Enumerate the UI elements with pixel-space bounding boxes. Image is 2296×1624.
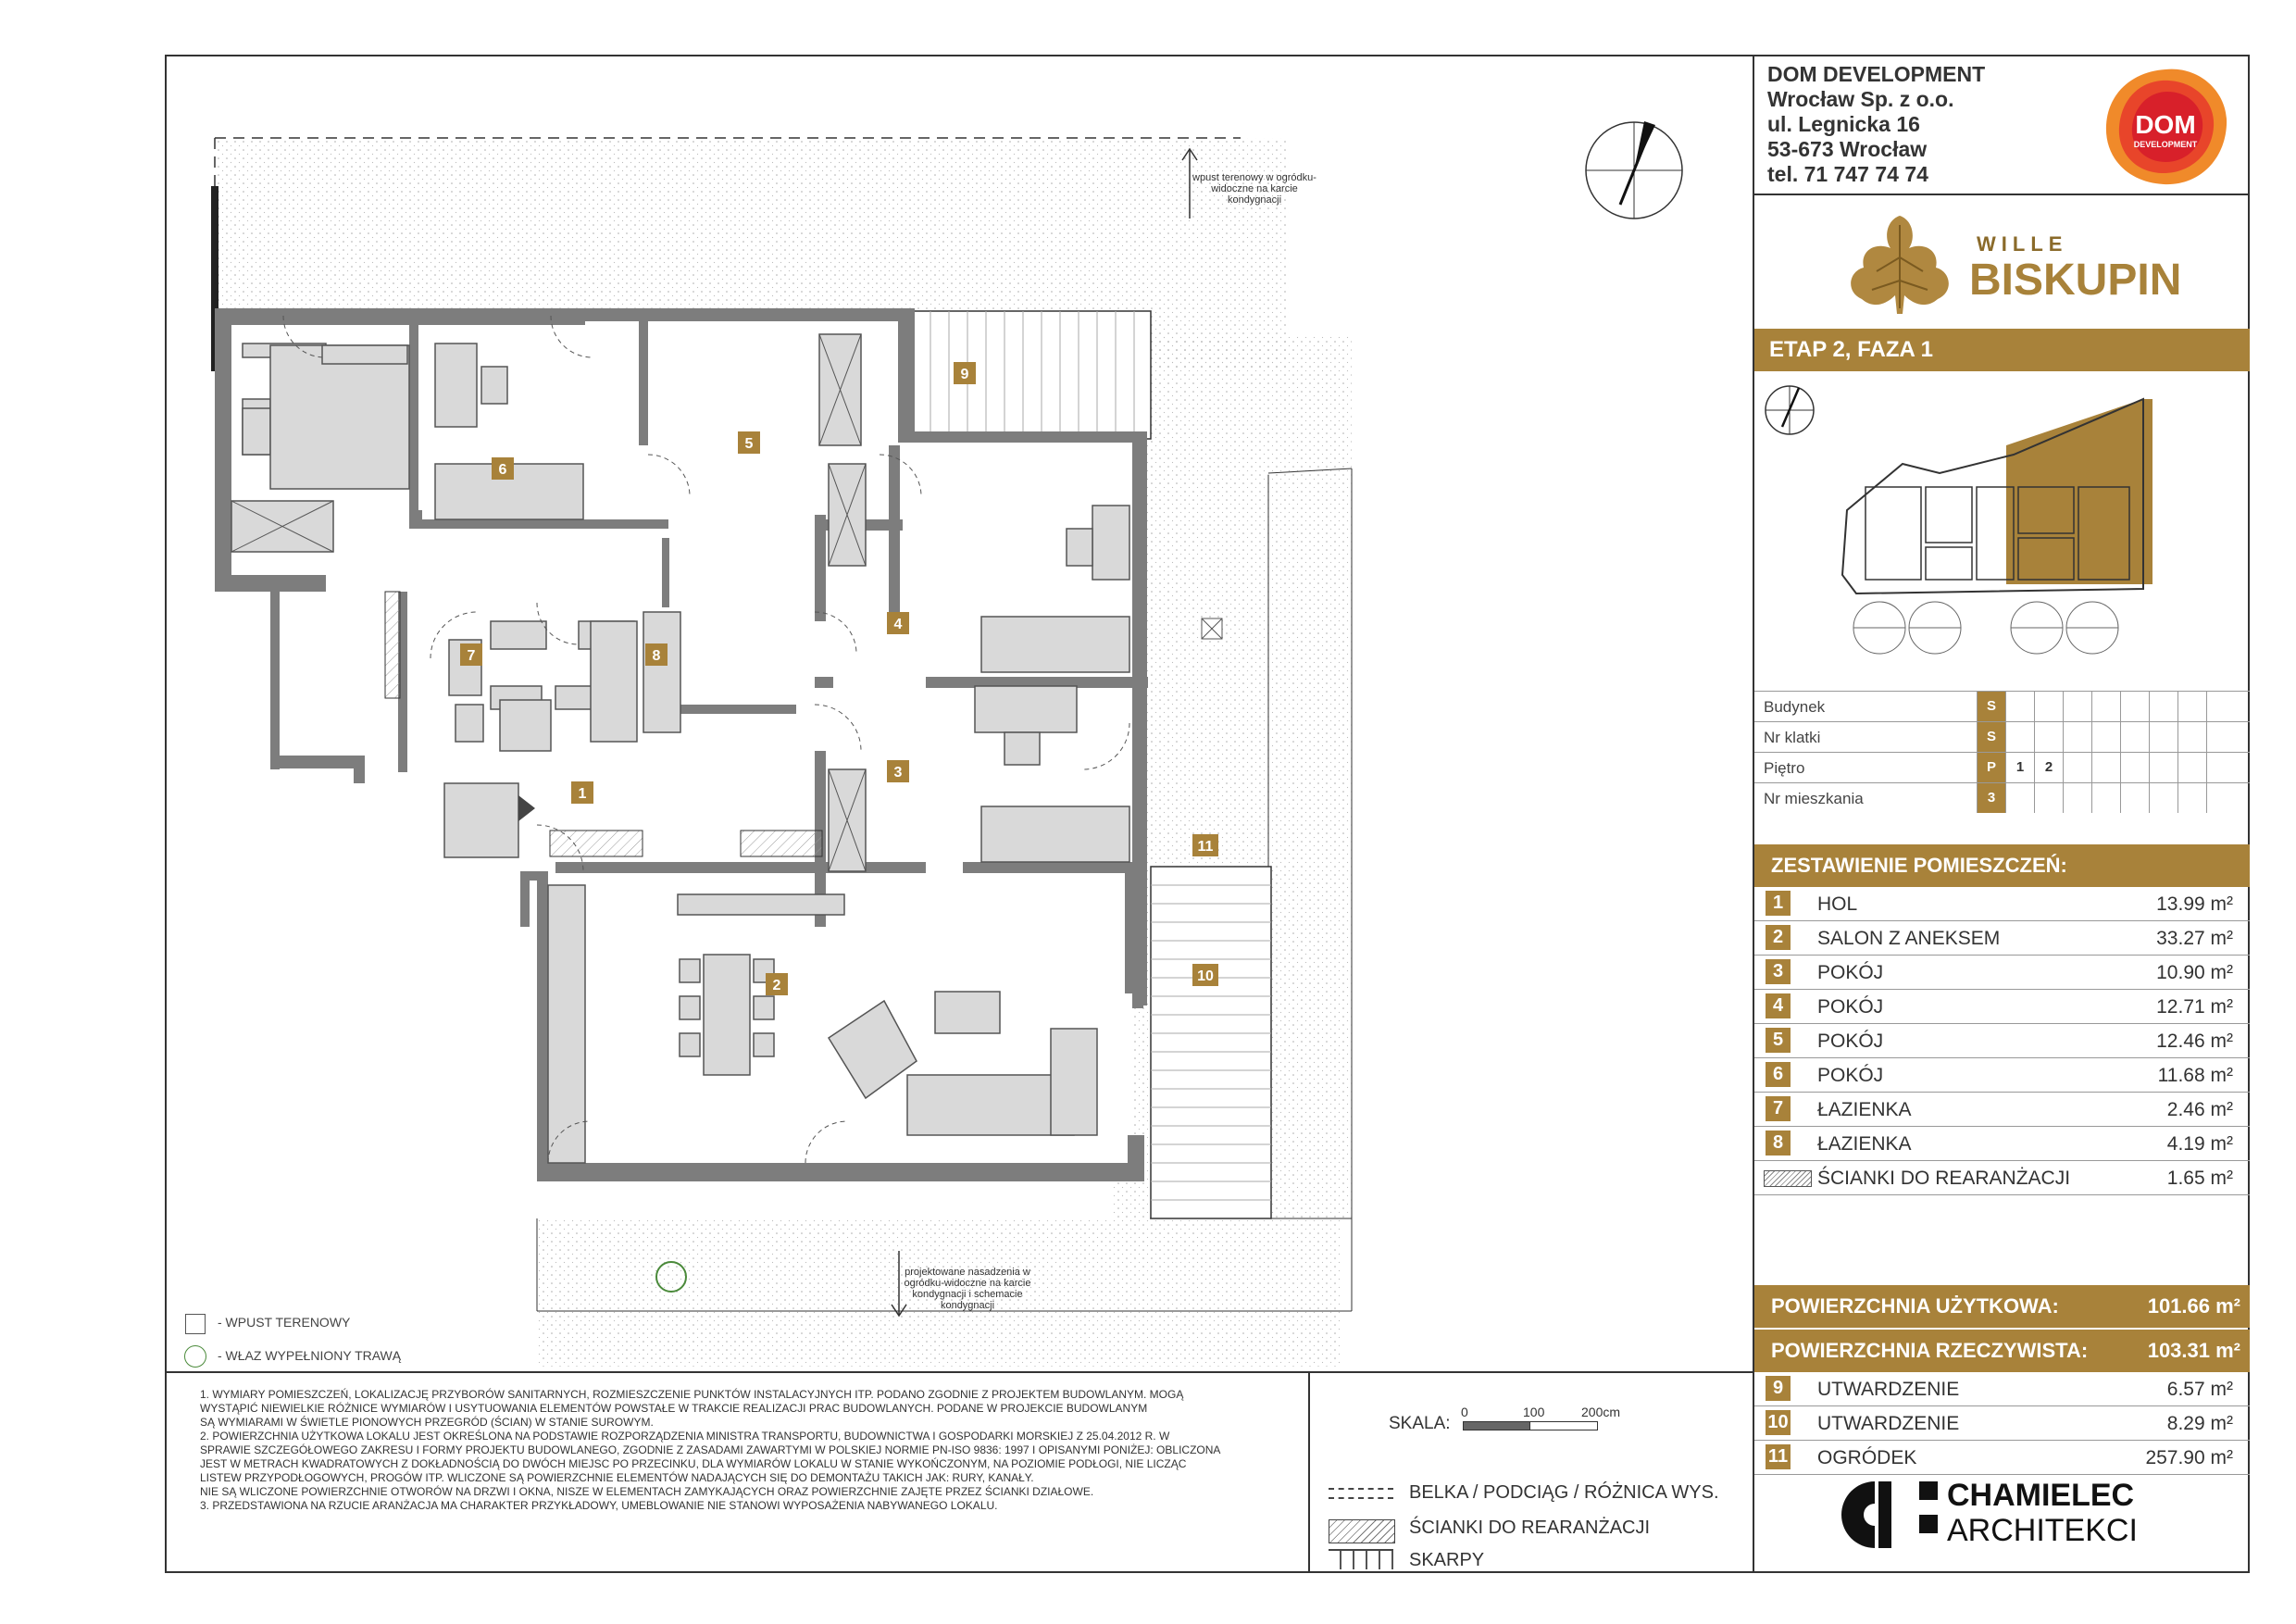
outdoor-row [1754,1372,2250,1406]
scale-tick-0: 0 [1461,1405,1468,1419]
svg-text:3: 3 [893,765,903,781]
floor-value-2: 2 [2034,753,2063,782]
partition-row [1754,1161,2250,1195]
company-info [1767,62,1985,187]
note-line: 1. WYMIARY POMIESZCZEŃ, LOKALIZACJĘ PRZYBORÓW SANITARNYCH, ROZMIESZCZENIE PUNKTÓW INSTALACYJNYCH ITP. PODANO ZGODNIE Z PROJEKTEM BUDOWLANYM. MOGĄ [200,1388,1184,1401]
floor-plan [167,56,1753,1371]
svg-text:6: 6 [498,462,507,478]
beam-line-icon [1329,1488,1393,1490]
real-area-bar [1754,1330,2250,1372]
legend-box [1310,1371,1753,1575]
room-number: 5 [1766,1028,1791,1053]
location-table [1754,691,2250,813]
usable-area-bar [1754,1285,2250,1328]
location-row-staircase [1754,721,2250,752]
floor-plan-drawing [167,56,1753,1371]
staircase-label: Nr klatki [1764,729,1821,746]
room-row [1754,1024,2250,1058]
note-line: 3. PRZEDSTAWIONA NA RZUCIE ARANŻACJA MA CHARAKTER PRZYKŁADOWY, UMEBLOWANIE NIE STANOWI WYPOSAŻENIA NABYWANEGO LOKALU. [200,1499,998,1512]
room-row [1754,990,2250,1024]
manhole-legend-label: - WŁAZ WYPEŁNIONY TRAWĄ [218,1348,402,1363]
room-name: ŁAZIENKA [1817,1133,1912,1155]
usable-area-label: POWIERZCHNIA UŻYTKOWA: [1771,1294,2059,1318]
scale-label: SKALA: [1389,1414,1451,1433]
info-panel [1753,56,2250,1571]
outdoor-number: 11 [1766,1444,1791,1469]
company-entity: Wrocław Sp. z o.o. [1767,87,1954,111]
drain-legend-label: - WPUST TERENOWY [218,1315,351,1330]
room-name: ŁAZIENKA [1817,1099,1912,1120]
room-number: 6 [1766,1062,1791,1087]
room-row [1754,1093,2250,1127]
brand-line1: WILLE [1977,232,2068,256]
room-name: HOL [1817,893,1858,915]
logo-development-text: DEVELOPMENT [2133,140,2198,149]
architect-line2: ARCHITEKCI [1947,1513,2138,1548]
company-street: ul. Legnicka 16 [1767,112,1920,136]
stage-bar: ETAP 2, FAZA 1 [1754,329,2250,371]
room-row [1754,1058,2250,1093]
room-number: 7 [1766,1096,1791,1121]
apartment-value: 3 [1977,783,2005,813]
oak-leaf-icon [1840,206,1960,319]
architect-square-2 [1919,1515,1938,1533]
brand-line2: BISKUPIN [1969,256,2182,305]
building-label: Budynek [1764,698,1826,716]
partition-hatch-icon [1329,1519,1395,1543]
real-area-label: POWIERZCHNIA RZECZYWISTA: [1771,1339,2089,1362]
room-area: 33.27 m² [2156,928,2233,949]
apartment-label: Nr mieszkania [1764,790,1864,807]
building-key-plan [1754,371,2250,691]
svg-text:2: 2 [772,978,781,993]
room-area: 13.99 m² [2156,893,2233,915]
project-brand [1754,194,2250,331]
room-area: 4.19 m² [2166,1133,2233,1155]
note-line: SPRAWIE SZCZEGÓŁOWEGO ZAKRESU I FORMY PROJEKTU BUDOWLANEGO, ZGODNIE Z ZASADAMI ZAWARTYMI W POLSKIEJ NORMIE PN-ISO 9836: 1997 I OPISANYMI PONIŻEJ: OBLICZONA [200,1443,1221,1456]
room-row [1754,921,2250,956]
logo-dom-text: DOM [2135,110,2196,139]
room-area: 12.71 m² [2156,996,2233,1018]
real-area-value: 103.31 m² [2147,1339,2240,1362]
room-row [1754,956,2250,990]
architect-logo [1838,1478,2185,1552]
company-name: DOM DEVELOPMENT [1767,62,1986,86]
hatch-icon [1764,1170,1812,1187]
slope-icon [1329,1549,1393,1569]
floor-value-p: P [1977,753,2005,782]
room-area: 10.90 m² [2156,962,2233,983]
company-city: 53-673 Wrocław [1767,137,1928,161]
svg-text:4: 4 [893,617,903,632]
room-area: 12.46 m² [2156,1031,2233,1052]
room-number: 3 [1766,959,1791,984]
scale-tick-100: 100 [1523,1405,1545,1419]
svg-text:7: 7 [467,648,476,664]
architect-line1: CHAMIELEC [1947,1478,2135,1513]
outdoor-area: 257.90 m² [2145,1447,2233,1468]
svg-text:5: 5 [744,436,754,452]
room-row [1754,1127,2250,1161]
room-name: POKÓJ [1817,962,1884,983]
svg-text:8: 8 [652,648,661,664]
room-row [1754,887,2250,921]
svg-text:10: 10 [1197,968,1214,984]
legend-partitions: ŚCIANKI DO REARANŻACJI [1409,1518,1651,1538]
room-number: 2 [1766,925,1791,950]
partition-name: ŚCIANKI DO REARANŻACJI [1817,1168,2071,1189]
scale-tick-200: 200cm [1581,1405,1621,1419]
outdoor-name: UTWARDZENIE [1817,1379,1960,1400]
svg-text:1: 1 [578,786,587,802]
location-row-building [1754,691,2250,721]
outdoor-row [1754,1441,2250,1475]
legend-slopes: SKARPY [1409,1550,1485,1570]
svg-text:9: 9 [960,367,969,382]
outdoor-number: 9 [1766,1376,1791,1401]
drain-note-top: wpust terenowy w ogródku-widoczne na karcie kondygnacji [1192,172,1316,206]
building-value: S [1977,692,2005,721]
note-line: WYSTĄPIĆ NIEWIELKIE RÓŻNICE WYMIARÓW I USYTUOWANIA ELEMENTÓW POWSTAŁE W TRAKCIE REALIZACJI PRAC BUDOWLANYCH. PODANE W PROJEKCIE BUDOWLANYM [200,1402,1148,1415]
svg-text:11: 11 [1197,839,1214,855]
beam-line-icon-2 [1329,1497,1393,1499]
plant-note: projektowane nasadzenia w ogródku-widoczne na karcie kondygnacji i schemacie kondygnacji [904,1267,1031,1311]
room-name: POKÓJ [1817,1031,1884,1052]
architect-mark-icon [1838,1478,1912,1552]
room-name: SALON Z ANEKSEM [1817,928,2001,949]
outdoor-area: 6.57 m² [2166,1379,2233,1400]
outdoor-list [1754,1372,2250,1475]
architect-square-1 [1919,1481,1938,1500]
dom-development-logo [2097,64,2234,192]
floor-value-1: 1 [2005,753,2034,782]
room-number: 8 [1766,1131,1791,1156]
room-area: 2.46 m² [2166,1099,2233,1120]
room-name: POKÓJ [1817,1065,1884,1086]
outdoor-name: OGRÓDEK [1817,1447,1917,1468]
note-line: NIE SĄ WLICZONE POWIERZCHNIE OTWORÓW NA DRZWI I OKNA, NISZE W ELEMENTACH ZAMYKAJĄCYCH ORAZ POWIERZCHNIE ZAJĘTE PRZEZ ŚCIANKI DZIAŁOWE. [200,1485,1094,1498]
staircase-value: S [1977,722,2005,752]
notes-box [165,1371,1310,1573]
outdoor-number: 10 [1766,1410,1791,1435]
location-row-apartment [1754,782,2250,813]
floor-label: Piętro [1764,759,1805,777]
outdoor-row [1754,1406,2250,1441]
outdoor-area: 8.29 m² [2166,1413,2233,1434]
room-number: 4 [1766,993,1791,1018]
note-line: 2. POWIERZCHNIA UŻYTKOWA LOKALU JEST OKREŚLONA NA PODSTAWIE ROZPORZĄDZENIA MINISTRA TRANSPORTU, BUDOWNICTWA I GOSPODARKI MORSKIEJ Z 25.04.2012 R. W [200,1430,1170,1443]
usable-area-value: 101.66 m² [2147,1294,2240,1318]
company-phone: tel. 71 747 74 74 [1767,162,1928,186]
note-line: LISTEW PRZYPODŁOGOWYCH, PROGÓW ITP. WLICZONE SĄ POWIERZCHNIE ELEMENTÓW NADAJĄCYCH SIĘ DO DEMONTAŻU TAKICH JAK: RURY, KANAŁY. [200,1471,1034,1484]
drain-legend-icon [185,1314,206,1334]
summary-title: ZESTAWIENIE POMIESZCZEŃ: [1754,844,2250,887]
note-line: JEST W METRACH KWADRATOWYCH Z DOKŁADNOŚCIĄ DO DWÓCH MIEJSC PO PRZECINKU, DLA WYMIARÓW LOKALU W STANIE WYKOŃCZONYM, NA POZIOMIE PODŁOGI, NIE LICZĄC [200,1457,1187,1470]
room-number: 1 [1766,891,1791,916]
manhole-legend-icon [184,1345,206,1368]
note-line: SĄ WYMIARAMI W ŚWIETLE PIONOWYCH PRZEGRÓD (ŚCIAN) W STANIE SUROWYM. [200,1416,654,1429]
legend-beam: BELKA / PODCIĄG / RÓŻNICA WYS. [1409,1482,1719,1503]
room-area: 11.68 m² [2157,1065,2233,1086]
room-name: POKÓJ [1817,996,1884,1018]
location-row-floor [1754,752,2250,782]
outdoor-name: UTWARDZENIE [1817,1413,1960,1434]
rooms-list [1754,887,2250,1195]
partition-area: 1.65 m² [2166,1168,2233,1189]
scale-bar-dark [1463,1421,1531,1430]
scale-bar-light [1529,1421,1598,1430]
